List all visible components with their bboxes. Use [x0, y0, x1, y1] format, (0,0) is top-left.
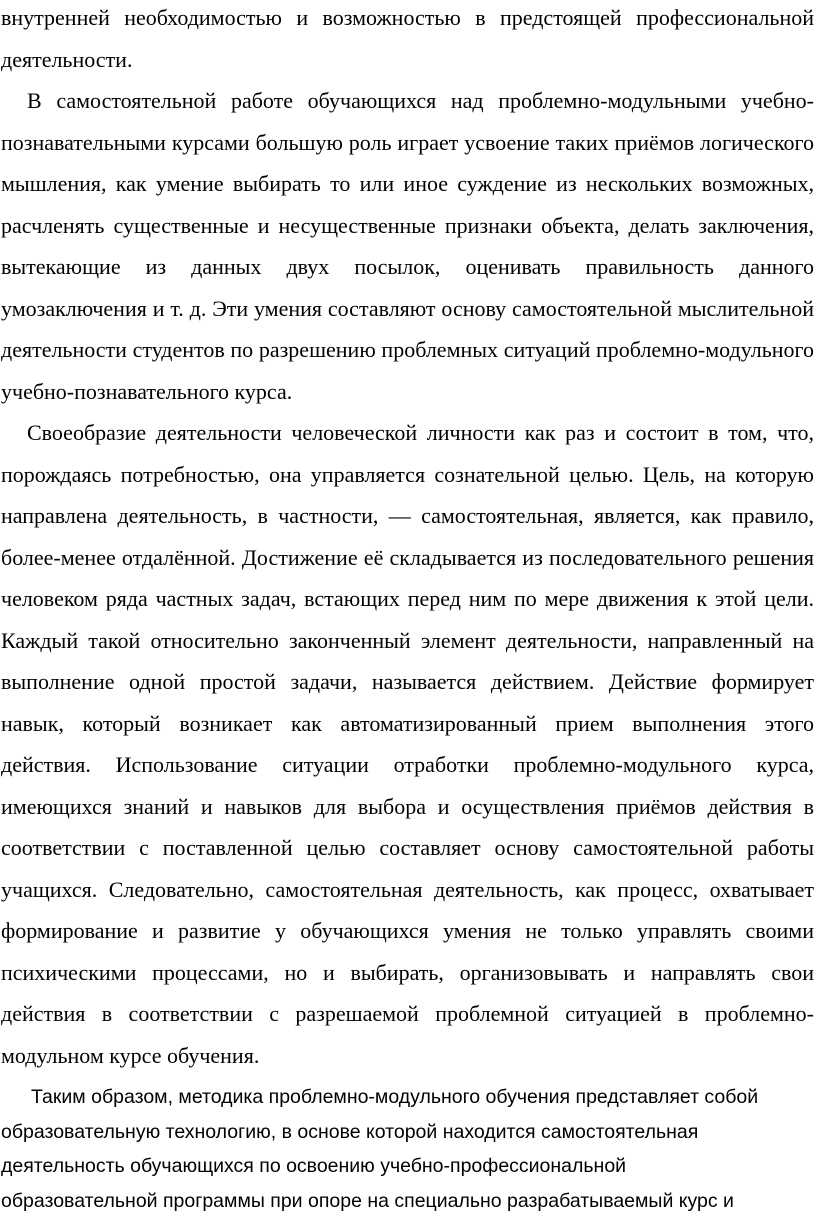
document-body	[1, 0, 814, 1076]
paragraph-2: В самостоятельной работе обучающихся над проблемно-модульными учебно-познавательными курсами большую роль играет усвоение таких приёмов логического мышления, как умение выбирать то или иное суждение из нескольких возможных, расчленять существенные и несущественные признаки объекта, делать заключения, вытекающие из данных двух посылок, оценивать правильность данного умозаключения и т. д. Эти умения составляют основу самостоятельной мыслительной деятельности студентов по разрешению проблемных ситуаций проблемно-модульного учебно-познавательного курса.	[1, 80, 814, 412]
closing-paragraph	[1, 1080, 814, 1218]
closing-line-4: образовательной программы при опоре на специально разрабатываемый курс и	[1, 1184, 814, 1218]
paragraph-3: Своеобразие деятельности человеческой личности как раз и состоит в том, что, порождаясь потребностью, она управляется сознательной целью. Цель, на которую направлена деятельность, в частности, — самостоятельная, является, как правило, более-менее отдалённой. Достижение её складывается из последовательного решения человеком ряда частных задач, встающих перед ним по мере движения к этой цели. Каждый такой относительно законченный элемент деятельности, направленный на выполнение одной простой задачи, называется действием. Действие формирует навык, который возникает как автоматизированный прием выполнения этого действия. Использование ситуации отработки проблемно-модульного курса, имеющихся знаний и навыков для выбора и осуществления приёмов действия в соответствии с поставленной целью составляет основу самостоятельной работы учащихся. Следовательно, самостоятельная деятельность, как процесс, охватывает формирование и развитие у обучающихся умения не только управлять своими психическими процессами, но и выбирать, организовывать и направлять свои действия в соответствии с разрешаемой проблемной ситуацией в проблемно-модульном курсе обучения.	[1, 412, 814, 1076]
closing-line-2: образовательную технологию, в основе которой находится самостоятельная	[1, 1115, 814, 1150]
paragraph-1: внутренней необходимостью и возможностью в предстоящей профессиональной деятельности.	[1, 0, 814, 80]
closing-line-1: Таким образом, методика проблемно-модульного обучения представляет собой	[1, 1080, 814, 1115]
closing-line-3: деятельность обучающихся по освоению учебно-профессиональной	[1, 1149, 814, 1184]
